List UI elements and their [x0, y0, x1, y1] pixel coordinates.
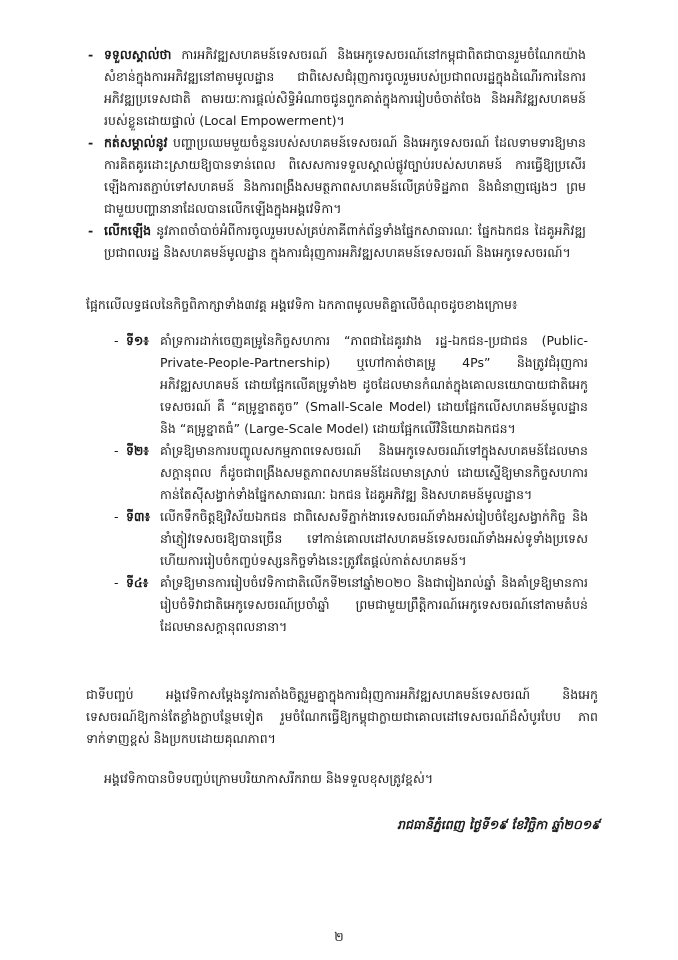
- point-text: លើកទឹកចិត្តឱ្យវិស័យឯកជន ជាពិសេសទីភ្នាក់ងារទេសចរណ៍ទាំងអស់រៀបចំខ្សែសង្វាក់កិច្ច និងនាំភ្ញៀវទេសចរឱ្យបានច្រើន ទៅកាន់គោលដៅសហគមន៍ទេសចរណ៍ទាំងអស់ទូទាំងប្រទេស ហើយការរៀបចំកញ្ចប់ទស្សនកិច្ចទាំងនេះត្រូវតែផ្តល់កាត់សហគមន៍។: [160, 509, 588, 568]
- point-number: ទី៤៖: [126, 575, 149, 590]
- intro-paragraph: ផ្អែកលើលទ្ធផលនៃកិច្ចពិភាក្សាទាំង៣វគ្គ អង្គវេទិកា ឯកភាពមូលមតិគ្នាលើចំណុចដូចខាងក្រោម៖: [86, 297, 518, 312]
- list-item: [114, 440, 588, 506]
- dash-bullet: -: [88, 135, 94, 150]
- list-item-lead: កត់សម្គាល់នូវ: [104, 135, 168, 150]
- list-item: [114, 330, 588, 440]
- list-item-text: ការអភិវឌ្ឍសហគមន៍ទេសចរណ៍ និងអេកូទេសចរណ៍នៅកម្ពុជាពិតជាបានរួមចំណែកយ៉ាងសំខាន់ក្នុងការអភិវឌ្ឍនៅតាមមូលដ្ឋាន ជាពិសេសជំរុញការចូលរួមរបស់ប្រជាពលរដ្ឋក្នុងដំណើរការនៃការអភិវឌ្ឍប្រទេសជាតិ តាមរយៈការផ្តល់សិទ្ធិអំណាចជូនពួកគាត់ក្នុងការរៀបចំចាត់ចែង និងអភិវឌ្ឍសហគមន៍របស់ខ្លួនដោយផ្ទាល់ (Local Empowerment)។: [104, 47, 586, 128]
- list-item-text: នូវភាពចាំបាច់អំពីការចូលរួមរបស់គ្រប់ភាគីពាក់ព័ន្ធទាំងផ្នែកសាធារណៈ ផ្នែកឯកជន ដៃគូអភិវឌ្ឍ ប្រជាពលរដ្ឋ និងសហគមន៍មូលដ្ឋាន ក្នុងការជំរុញការអភិវឌ្ឍសហគមន៍ទេសចរណ៍ និងអេកូទេសចរណ៍។: [104, 223, 586, 260]
- list-item-lead: លើកឡើង: [104, 223, 151, 238]
- list-item: [114, 506, 588, 572]
- point-text: គាំទ្រឱ្យមានការរៀបចំវេទិកាជាតិលើកទី២នៅឆ្នាំ២០២០ និងជារៀងរាល់ឆ្នាំ និងគាំទ្រឱ្យមានការរៀបចំទិវាជាតិអេកូទេសចរណ៍ប្រចាំឆ្នាំ ព្រមជាមួយព្រឹត្តិការណ៍អេកូទេសចរណ៍នៅតាមតំបន់ដែលមានសក្តានុពលនានា។: [160, 575, 588, 634]
- list-item-lead: ទទួលស្គាល់ថា: [104, 47, 172, 62]
- dash-bullet: -: [114, 575, 119, 590]
- resolution-points: [114, 330, 588, 638]
- closing-paragraph: ជាទីបញ្ចប់ អង្គវេទិកាសម្តែងនូវការតាំងចិត្តរួមគ្នាក្នុងការជំរុញការអភិវឌ្ឍសហគមន៍ទេសចរណ៍ និងអេកូទេសចរណ៍ឱ្យកាន់តែខ្លាំងក្លាបន្ថែមទៀត រួមចំណែកធ្វើឱ្យកម្ពុជាក្លាយជាគោលដៅទេសចរណ៍ដ៏សំបូរបែប ភាពទាក់ទាញខ្ពស់ និងប្រកបដោយគុណភាព។: [86, 687, 598, 746]
- final-paragraph: អង្គវេទិកាបានបិទបញ្ចប់ក្រោមបរិយាកាសរីករាយ និងទទួលខុសត្រូវខ្ពស់។: [104, 771, 434, 786]
- point-number: ទី២៖: [126, 443, 149, 458]
- point-number: ទី១៖: [126, 333, 149, 348]
- point-text: គាំទ្រឱ្យមានការបញ្ចូលសកម្មភាពទេសចរណ៍ និងអេកូទេសចរណ៍ទៅក្នុងសហគមន៍ដែលមានសក្តានុពល ក៏ដូចជាពង្រឹងសមត្ថភាពសហគមន៍ដែលមានស្រាប់ ដោយស្នើឱ្យមានកិច្ចសហការកាន់តែស៊ីសង្វាក់ទាំងផ្នែកសាធារណៈ ឯកជន ដៃគូអភិវឌ្ឍ និងសហគមន៍មូលដ្ឋាន។: [160, 443, 588, 502]
- dash-bullet: -: [88, 223, 94, 238]
- point-number: ទី៣៖: [126, 509, 151, 524]
- list-item: [114, 572, 588, 638]
- dash-bullet: -: [88, 47, 94, 62]
- dash-bullet: -: [114, 333, 119, 348]
- list-item: [86, 220, 586, 264]
- dash-bullet: -: [114, 443, 119, 458]
- acknowledgement-list: [86, 44, 586, 264]
- page-number: ២: [334, 929, 344, 944]
- list-item-text: បញ្ហាប្រឈមមួយចំនួនរបស់សហគមន៍ទេសចរណ៍ និងអេកូទេសចរណ៍ ដែលទាមទារឱ្យមានការគិតគូរដោះស្រាយឱ្យបានទាន់ពេល ពិសេសការទទួលស្គាល់ផ្លូវច្បាប់របស់សហគមន៍ ការធ្វើឱ្យប្រសើរឡើងការតភ្ជាប់ទៅសហគមន៍ និងការពង្រឹងសមត្ថភាពសហគមន៍លើគ្រប់ទិដ្ឋភាព និងជំនាញផ្សេងៗ ព្រមជាមួយបញ្ហានានាដែលបានលើកឡើងក្នុងអង្គវេទិកា។: [104, 135, 586, 216]
- signature-date-line: រាជធានីភ្នំពេញ ថ្ងៃទី១៩ ខែវិច្ឆិកា ឆ្នាំ២០១៩: [397, 817, 600, 832]
- list-item: [86, 132, 586, 220]
- point-text: គាំទ្រការដាក់ចេញគម្រូនៃកិច្ចសហការ “ភាពជាដៃគូរវាង រដ្ឋ-ឯកជន-ប្រជាជន (Public-Private-People-Partnership) ឬហៅកាត់ថាគម្រូ 4Ps” និងត្រូវជំរុញការអភិវឌ្ឍសហគមន៍ ដោយផ្អែកលើគម្រូទាំង២ ដូចដែលមានកំណត់ក្នុងគោលនយោបាយជាតិអេកូទេសចរណ៍ គឺ “គម្រូខ្នាតតូច” (Small-Scale Model) ដោយផ្អែកលើសហគមន៍មូលដ្ឋាន និង “គម្រូខ្នាតធំ” (Large-Scale Model) ដោយផ្អែកលើវិនិយោគឯកជន។: [160, 333, 588, 436]
- dash-bullet: -: [114, 509, 119, 524]
- list-item: [86, 44, 586, 132]
